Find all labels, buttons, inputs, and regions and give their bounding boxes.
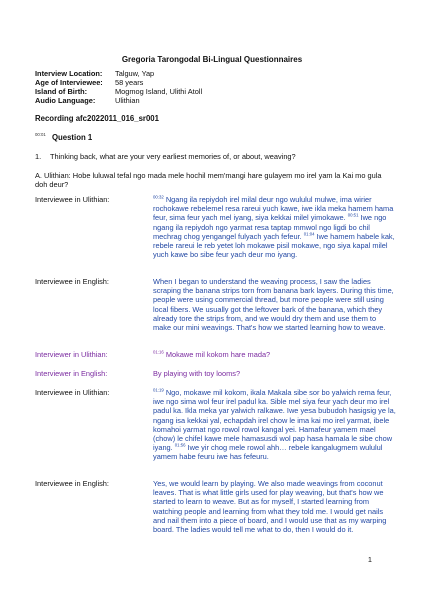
speaker-label: Interviewee in English: (35, 479, 109, 488)
transcript-segment: Ngang ila repiydoh irel milal deur ngo wululul mulwe, ima wirier rochokawe rebelemel resa rareui yuch kawe, iwe ikla meka hamem hama feur, sima feur yach mel iyang, siya kekkai milel yimokawe. (153, 195, 394, 223)
timestamp: 00:01 (35, 132, 46, 138)
question-heading-text: Question 1 (51, 133, 93, 142)
transcript-entry (35, 388, 400, 462)
transcript-text (153, 388, 396, 462)
question-ulithian: A. Ulithian: Hobe luluwal tefal ngo mada mele hochil mem'mangi hare gulayem mo irel yam la Kai mo gula doh deur? (35, 171, 382, 190)
recording-id: Recording afc2022011_016_sr001 (35, 114, 159, 123)
transcript-entry (35, 277, 400, 332)
info-label: Interview Location: (35, 69, 103, 78)
speaker-label: Interviewee in English: (35, 277, 109, 286)
timestamp: 00:51 (347, 212, 359, 218)
info-row-language (35, 97, 202, 106)
transcript-segment: Iwe yir chog mele rowol ahh… rebele kangalugmem wululul yamem habe feuru iwe has fefeuru. (153, 443, 383, 462)
timestamp: 01:16 (153, 349, 164, 355)
transcript-segment: Ngo, mokawe mil kokom, ikala Makala sibe sor bo yalwich rema feur, iwe ngo sima wol feur irel padul ka. Sible mel siya feur yach deur mo irel padul ka. Ikla meka yar yalwich ralkawe. Iwe yesa bubudoh hasigsig ye la, ngang isa kekkai yal, echapdah irel chow le ima kai mo irel yarmat, ibele komahoi yarmat ngo rowol rowol kangal yei. Hamafeur yamem mael (chow) le chifel kawe mele hamasusdi wol pap hasa hamala le sibe chow iyang. (153, 388, 396, 453)
transcript-text: By playing with toy looms? (153, 369, 241, 378)
transcript-text: Yes, we would learn by playing. We also made weavings from coconut leaves. That is what little girls used for play weaving, but that's how we started to learn to weave. But as for myself, I started learning from watching people and learning from what they told me. I would get nails and nail them into a piece of board, and I would use that as my warping board. The ladies would tell me what to do, then I would do it. (153, 479, 387, 535)
info-label: Age of Interviewee: (35, 77, 103, 87)
info-value: Ulithian (115, 95, 140, 105)
transcript-text (153, 195, 396, 259)
speaker-label: Interviewer in Ulithian: (35, 350, 108, 359)
question-text: Thinking back, what are your very earliest memories of, or about, weaving? (50, 152, 296, 161)
transcript-text: When I began to understand the weaving process, I saw the ladies scraping the banana strips torn from banana bark layers. During this time, people were using commercial thread, but more people were still using local fibers. We usually got the leftover bark of the banana, which they already tore the strips from, and we would dry them and use them to make our mini weavings. That's how we started learning how to weave. (153, 277, 394, 333)
speaker-label: Interviewee in Ulithian: (35, 388, 110, 397)
interview-info (35, 70, 202, 106)
info-label: Audio Language: (35, 95, 96, 105)
transcript-entry (35, 369, 400, 378)
info-value: Talguw, Yap (115, 69, 155, 78)
transcript-entry (35, 479, 400, 534)
info-value: 58 years (115, 77, 144, 87)
speaker-label: Interviewer in English: (35, 369, 108, 378)
transcript-segment: Mokawe mil kokom hare mada? (165, 350, 271, 359)
transcript-segment: Iwe ngo ngang ila repiydoh ngo yarmat resa taptap mmwol ngo ligdi bo chil mechrag chog yengangel fulyach yach fefeur. (153, 213, 387, 241)
timestamp: 00:32 (153, 194, 164, 200)
question-heading (35, 133, 92, 142)
question-text-row (35, 152, 296, 161)
info-value: Mogmog Island, Ulithi Atoll (115, 86, 203, 96)
question-number: 1. (35, 152, 42, 161)
speaker-label: Interviewee in Ulithian: (35, 195, 110, 204)
transcript-entry (35, 195, 400, 259)
transcript-segment: Iwe hamem habele kak, rebele rareui le reb yetet loh mokawe pisil mokawe, ngo siya kapal milel yuch kawe bo sibe feur yach deur mo iyang. (153, 231, 395, 260)
timestamp: 01:19 (153, 387, 164, 393)
timestamp: 01:04 (303, 231, 315, 237)
info-label: Island of Birth: (35, 86, 88, 96)
document-title: Gregoria Tarongodal Bi-Lingual Questionnaires (121, 55, 303, 64)
timestamp: 01:56 (174, 442, 186, 448)
page-number: 1 (367, 555, 372, 564)
transcript-text (153, 350, 396, 359)
transcript-entry (35, 350, 400, 359)
